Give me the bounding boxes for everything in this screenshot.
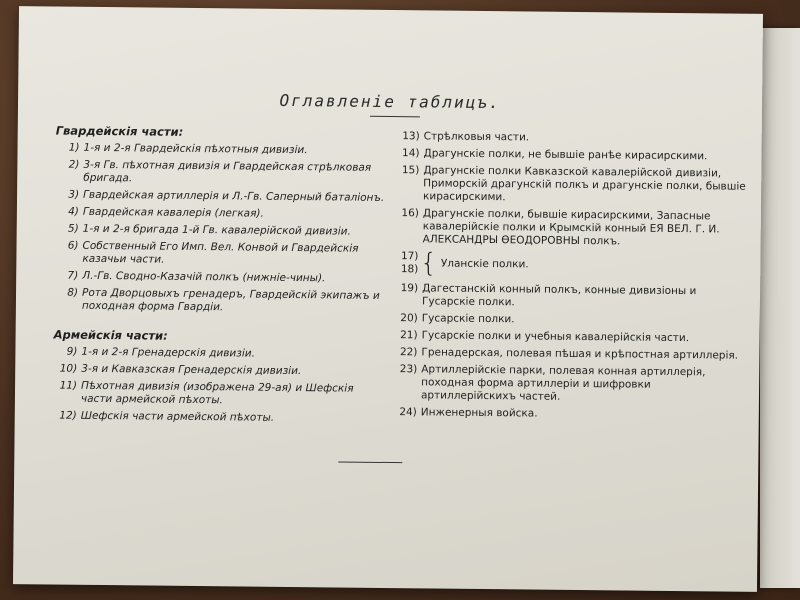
right-list-b: [393, 282, 746, 423]
item-number: 21): [400, 329, 418, 342]
item-text: Стрѣлковыя части.: [423, 130, 530, 144]
item-number: 9): [66, 345, 78, 358]
title-rule: [370, 116, 420, 118]
list-item: [395, 164, 747, 207]
item-number: 1): [68, 141, 80, 154]
army-heading: Армейскія части:: [53, 327, 168, 343]
item-number: 11): [59, 379, 78, 392]
item-number: 20): [400, 312, 418, 325]
item-text: Артиллерійскіе парки, полевая конная артиллерія, походная форма артиллеріи и шифровки артиллерійскихъ частей.: [420, 363, 706, 403]
list-item: [396, 130, 748, 147]
item-text: Собственный Его Имп. Вел. Конвой и Гвардейскія казачьи части.: [82, 239, 359, 266]
list-item: [393, 346, 745, 363]
item-number: 22): [399, 346, 418, 359]
list-item: [393, 363, 745, 406]
right-list-a: [395, 130, 748, 250]
item-text: Шефскія части армейской пѣхоты.: [80, 409, 275, 424]
book-page: [13, 6, 763, 592]
item-number: 16): [401, 207, 419, 220]
item-text: Гренадерская, полевая пѣшая и крѣпостная артиллерія.: [421, 346, 739, 362]
item-number: 14): [401, 147, 420, 160]
item-text: Л.-Гв. Сводно-Казачій полкъ (нижніе-чины).: [82, 269, 326, 285]
list-item-brace: [394, 250, 746, 280]
item-text: Гусарскіе полки и учебныя кавалерійскія части.: [421, 329, 690, 345]
item-number: 7): [67, 269, 79, 282]
list-item: [394, 329, 746, 346]
list-item: [395, 147, 747, 164]
item-text: 1-я и 2-я бригада 1-й Гв. кавалерійской дивизіи.: [82, 222, 351, 238]
item-text: Гвардейская кавалерія (легкая).: [82, 205, 264, 220]
bottom-rule: [338, 461, 402, 463]
list-item: [53, 345, 383, 361]
item-number: 19): [400, 282, 419, 295]
list-item: [53, 409, 383, 425]
list-item: [55, 159, 385, 188]
item-text: Гвардейская артиллерія и Л.-Гв. Саперный баталіонъ.: [83, 188, 385, 204]
brace-numbers: [394, 250, 420, 276]
item-number: 3): [68, 188, 80, 201]
page-title: Оглавленіе таблицъ.: [279, 90, 501, 113]
item-text: Гусарскіе полки.: [421, 312, 515, 326]
army-list: [53, 345, 384, 425]
list-item: [55, 142, 385, 158]
list-item: [394, 312, 746, 329]
item-number: 6): [67, 239, 79, 252]
guard-list: [54, 142, 386, 316]
item-number: 15): [401, 164, 420, 177]
guard-heading: Гвардейскія части:: [55, 123, 184, 139]
item-number: 5): [67, 222, 79, 235]
item-number: 13): [402, 130, 420, 143]
item-text: 1-я и 2-я Гвардейскія пѣхотныя дивизіи.: [83, 141, 308, 157]
item-number: 10): [59, 362, 78, 375]
item-text: Инженерныя войска.: [420, 406, 538, 420]
item-text: 3-я Гв. пѣхотная дивизія и Гвардейская стрѣлковая бригада.: [83, 158, 372, 185]
list-item: [394, 282, 746, 312]
item-number: 12): [59, 409, 77, 422]
item-number: 23): [399, 363, 418, 376]
list-item: [53, 362, 383, 378]
item-text: Драгунскіе полки Кавказской кавалерійской дивизіи, Приморскій драгунскій полкъ и драгунскіе полки, бывшіе кирасирскими.: [423, 164, 746, 204]
right-column: [393, 130, 748, 427]
item-number: 24): [399, 406, 417, 419]
list-item: [54, 240, 384, 269]
list-item: [54, 270, 384, 286]
item-number: 2): [68, 158, 80, 171]
item-text: Драгунскіе полки, не бывшіе ранѣе кирасирскими.: [423, 147, 708, 163]
item-number: 18): [400, 263, 419, 276]
item-number: 4): [68, 205, 79, 218]
list-item: [393, 406, 745, 423]
list-item: [395, 207, 747, 250]
list-item: [55, 223, 385, 239]
item-text: Дагестанскій конный полкъ, конные дивизіоны и Гусарскіе полки.: [421, 282, 697, 309]
left-column: [53, 125, 386, 430]
item-number: 17): [400, 250, 419, 263]
item-text: 3-я и Кавказская Гренадерскія дивизіи.: [81, 362, 302, 378]
item-number: 8): [67, 286, 79, 299]
list-item: [54, 287, 384, 316]
list-item: [55, 206, 385, 222]
item-text: 1-я и 2-я Гренадерскія дивизіи.: [81, 345, 255, 360]
list-item: [55, 189, 385, 205]
curly-brace-icon: {: [420, 248, 438, 279]
next-page-edge: [760, 28, 800, 588]
item-text: Рота Дворцовыхъ гренадеръ, Гвардейскій экипажъ и походная форма Гвардіи.: [81, 286, 380, 314]
list-item: [53, 379, 383, 408]
item-text: Уланскіе полки.: [440, 257, 529, 270]
item-text: Драгунскіе полки, бывшіе кирасирскими, Запасные кавалерійскіе полки и Крымскій конный ЕЯ ВЕЛ. Г. И. АЛЕКСАНДРЫ ѲЕОДОРОВНЫ полкъ.: [422, 207, 720, 248]
item-text: Пѣхотная дивизія (изображена 29-ая) и Шефскія части армейской пѣхоты.: [80, 379, 354, 407]
